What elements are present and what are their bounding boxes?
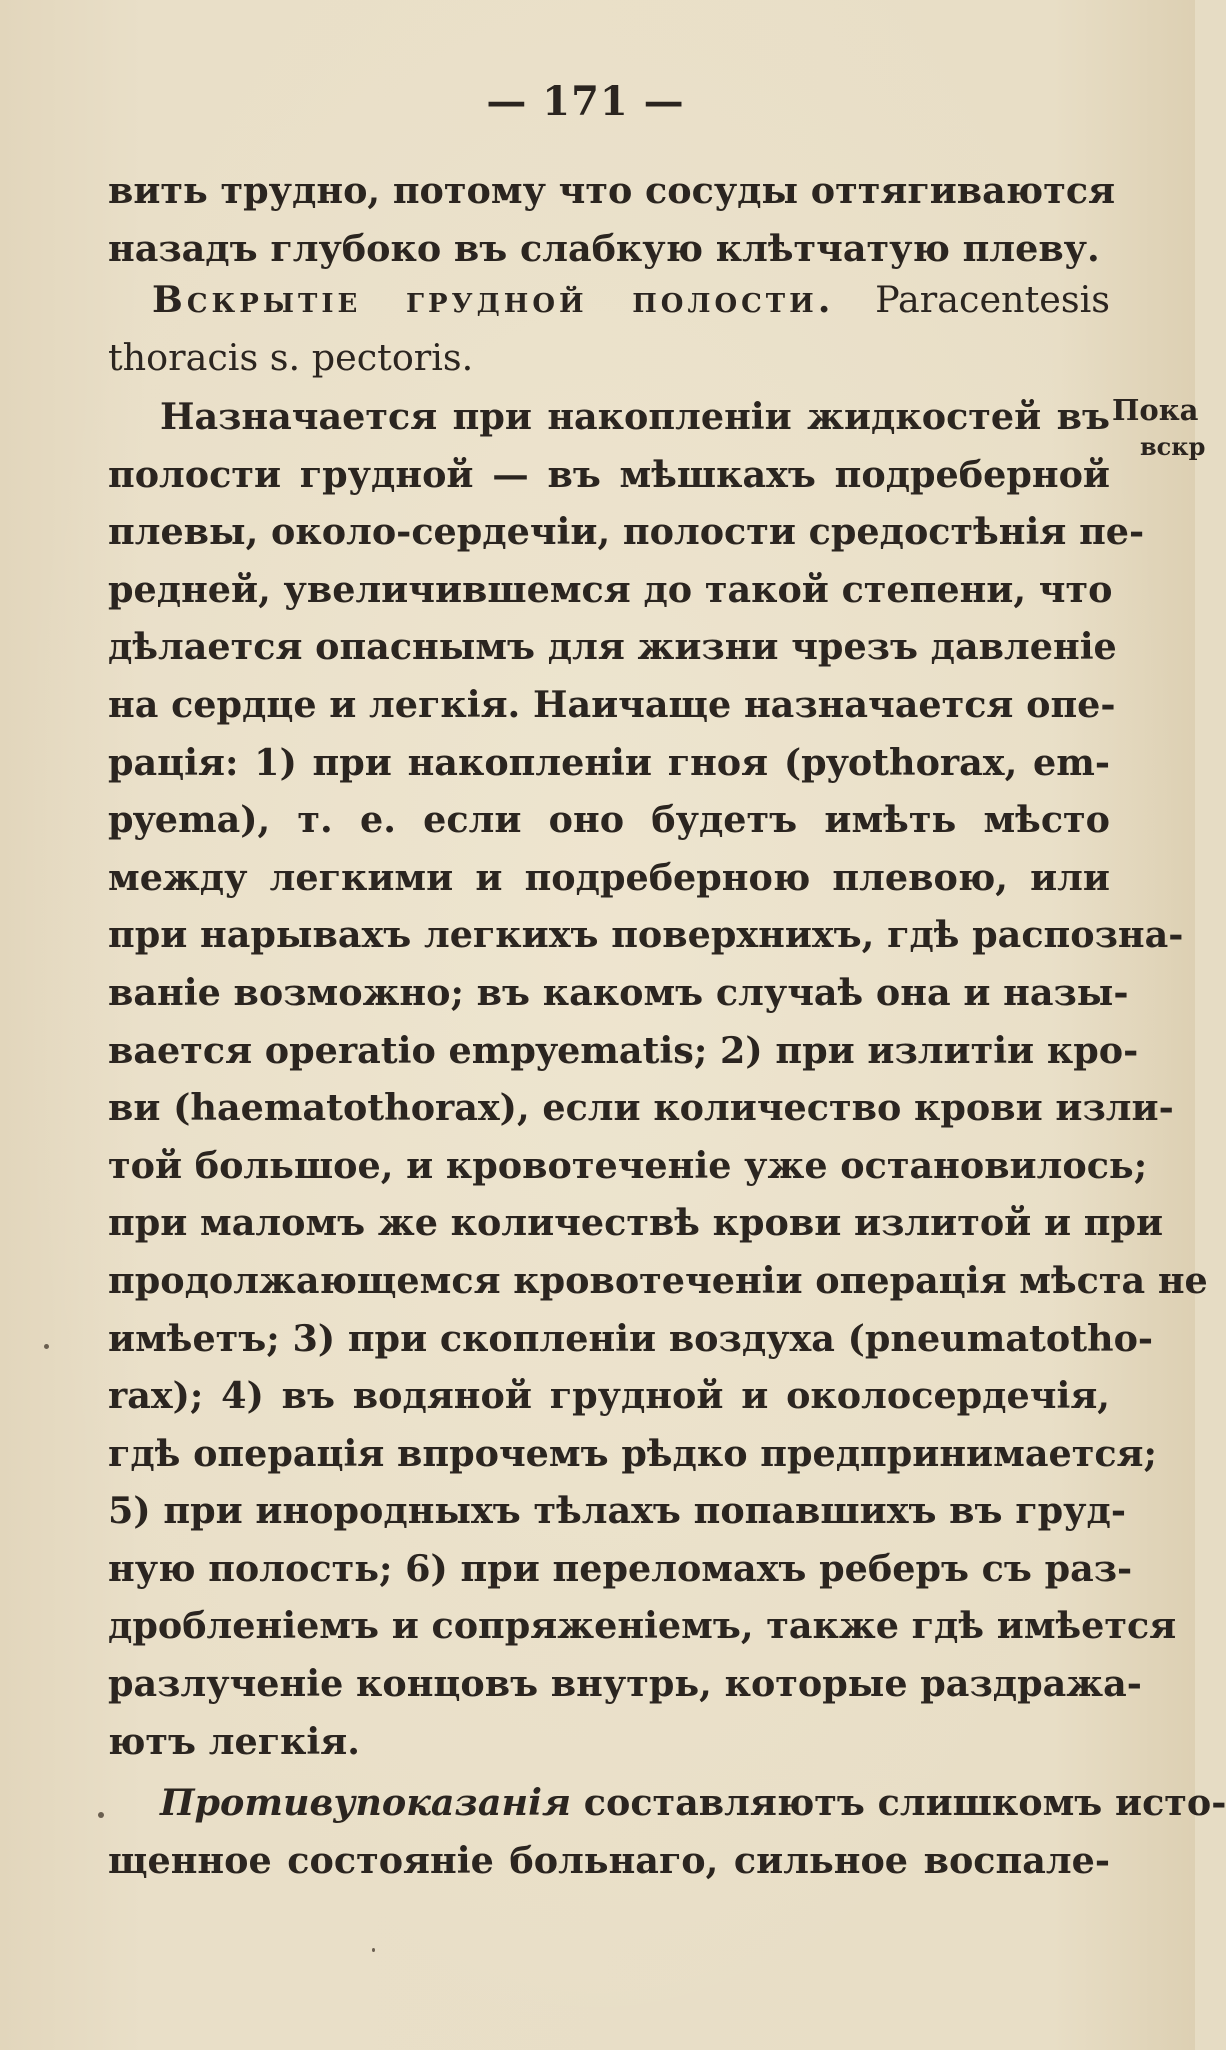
text-line: назадъ глубоко въ слабкую клѣтчатую плеву.: [108, 226, 1100, 270]
text-line: полости грудной — въ мѣшкахъ подреберной: [108, 452, 1110, 496]
text-line: разлученiе концовъ внутрь, которые раздража-: [108, 1662, 1142, 1706]
section-heading: [108, 271, 1110, 386]
text-line: ви (haematothorax), если количество крови изли-: [108, 1086, 1174, 1130]
text-line: между легкими и подреберною плевою, или: [108, 855, 1110, 899]
continuation-text: [108, 162, 1116, 277]
text-line: гдѣ операцiя впрочемъ рѣдко предпринимается;: [108, 1431, 1157, 1475]
text-line: [108, 1774, 1226, 1832]
text-line: дробленiемъ и сопряженiемъ, также гдѣ имѣется: [108, 1604, 1177, 1648]
text-line: при маломъ же количествѣ крови излитой и при: [108, 1201, 1164, 1245]
text-line: рацiя: 1) при накопленiи гноя (pyothorax, em-: [108, 740, 1110, 784]
text-line: ютъ легкiя.: [108, 1719, 360, 1763]
text-line: ную полость; 6) при переломахъ реберъ съ раз-: [108, 1546, 1133, 1590]
text-line: имѣетъ; 3) при скопленiи воздуха (pneumatotho-: [108, 1316, 1154, 1360]
text-line: редней, увеличившемся до такой степени, что: [108, 567, 1113, 611]
margin-note: вскр: [1140, 432, 1206, 461]
heading-title: Вскрытiе грудной полости.: [152, 278, 835, 321]
text-line: щенное состоянiе больнаго, сильное воспале-: [108, 1838, 1110, 1882]
text-line: плевы, около-сердечiи, полости средостѣнiя пе-: [108, 510, 1145, 554]
heading-line: [108, 271, 1110, 329]
paper-speck: [98, 1812, 104, 1818]
contraindications-paragraph: [108, 1774, 1226, 1889]
text-line: ванiе возможно; въ какомъ случаѣ она и назы-: [108, 970, 1129, 1014]
heading-latin: Paracentesis: [875, 278, 1110, 321]
contraindications-text: составляютъ слишкомъ исто-: [583, 1781, 1226, 1824]
text-line: дѣлается опаснымъ для жизни чрезъ давленiе: [108, 625, 1117, 669]
margin-note: Пока: [1112, 393, 1199, 427]
page-number: — 171 —: [486, 78, 685, 125]
text-line: при нарывахъ легкихъ поверхнихъ, гдѣ распозна-: [108, 913, 1184, 957]
paper-speck: [44, 1344, 49, 1349]
text-line: вить трудно, потому что сосуды оттягиваются: [108, 169, 1116, 212]
paper-speck: [372, 1948, 375, 1952]
text-line: rax); 4) въ водяной грудной и околосердечiя,: [108, 1374, 1110, 1418]
text-line: на сердце и легкiя. Наичаще назначается опе-: [108, 682, 1116, 726]
text-line: Назначается при накопленiи жидкостей въ: [160, 395, 1110, 438]
text-line: pyema), т. е. если оно будетъ имѣть мѣсто: [108, 798, 1110, 842]
text-line: продолжающемся кровотеченiи операцiя мѣста не: [108, 1258, 1208, 1302]
text-line: той большое, и кровотеченiе уже остановилось;: [108, 1143, 1148, 1187]
text-line: 5) при инородныхъ тѣлахъ попавшихъ въ груд-: [108, 1489, 1126, 1533]
heading-latin-line: thoracis s. pectoris.: [108, 335, 474, 379]
text-line: вается operatio empyematis; 2) при излитiи кро-: [108, 1028, 1139, 1072]
contraindications-label: Противупоказанiя: [160, 1781, 572, 1824]
